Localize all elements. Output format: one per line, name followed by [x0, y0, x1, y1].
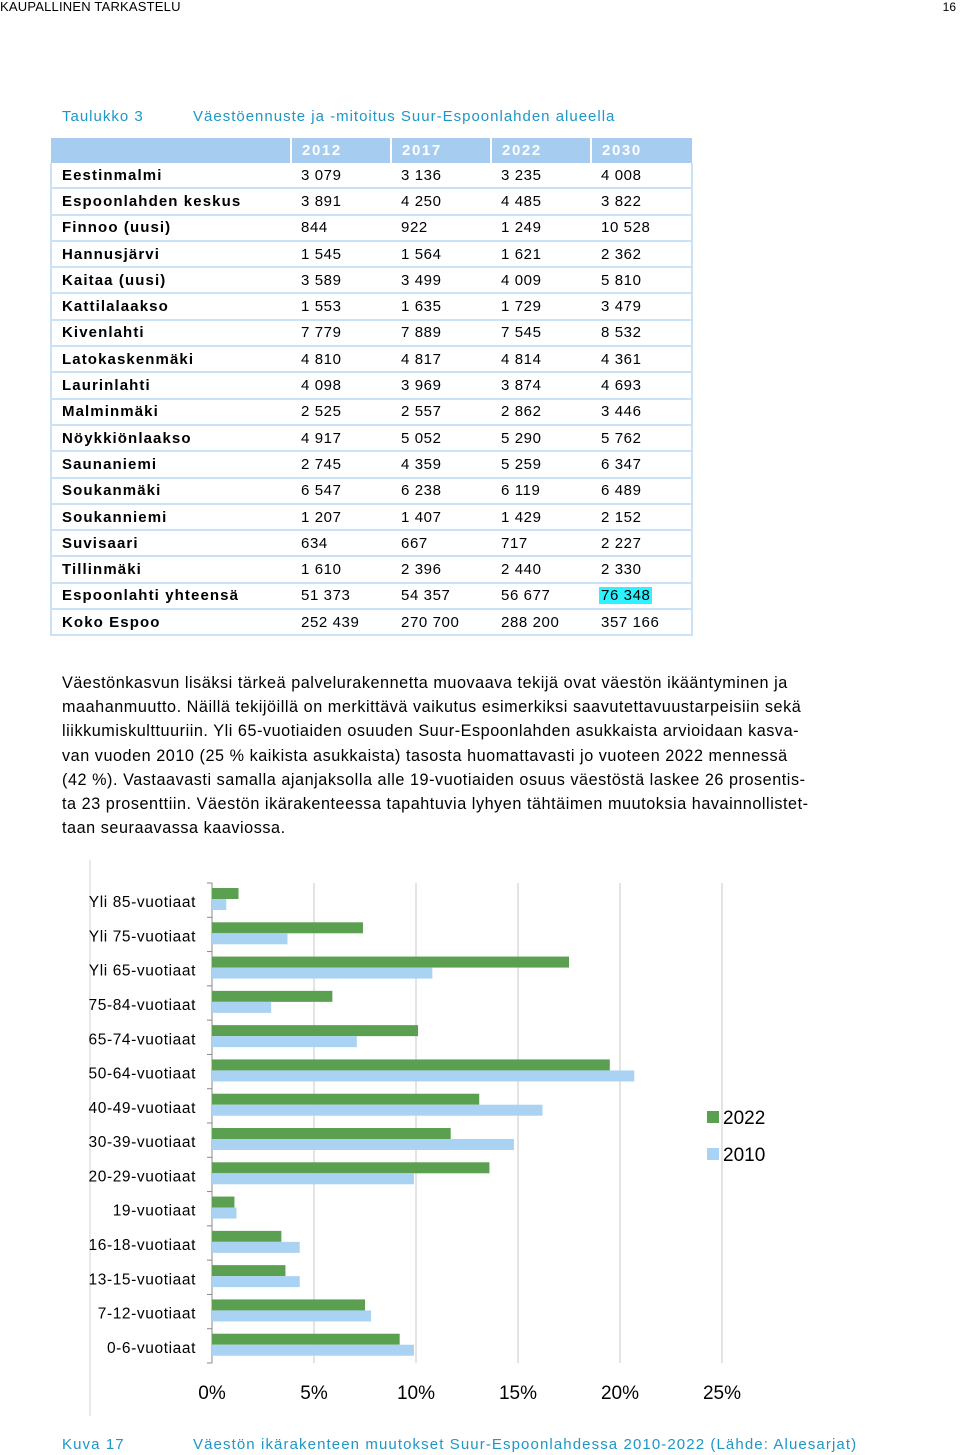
population-cell: 6 489	[591, 478, 692, 504]
bar-2010	[212, 1276, 300, 1287]
population-cell: 3 589	[291, 267, 391, 293]
area-name-cell: Kivenlahti	[51, 320, 291, 346]
bar-2010	[212, 1002, 271, 1013]
bar-2022	[212, 922, 363, 933]
table-header-blank	[51, 138, 291, 163]
bar-2022	[212, 1059, 610, 1070]
population-cell: 6 547	[291, 478, 391, 504]
area-name-cell: Laurinlahti	[51, 372, 291, 398]
legend-swatch	[707, 1148, 719, 1160]
population-cell: 3 446	[591, 399, 692, 425]
area-name-cell: Eestinmalmi	[51, 163, 291, 188]
population-cell: 4 250	[391, 188, 491, 214]
bar-2022	[212, 1197, 234, 1208]
bar-2022	[212, 1299, 365, 1310]
table-header-year: 2030	[591, 138, 692, 163]
population-cell: 2 557	[391, 399, 491, 425]
table-row	[51, 451, 692, 477]
area-name-cell: Kaitaa (uusi)	[51, 267, 291, 293]
population-cell: 10 528	[591, 215, 692, 241]
population-cell: 3 079	[291, 163, 391, 188]
area-name-cell: Kattilalaakso	[51, 293, 291, 319]
bar-2022	[212, 991, 332, 1002]
category-label: 19-vuotiaat	[112, 1202, 196, 1220]
population-cell: 4 361	[591, 346, 692, 372]
paragraph-line: liikkumiskulttuuriin. Yli 65-vuotiaiden osuuden Suur-Espoonlahden asukkaista arvioidaan kasva-	[62, 722, 800, 741]
bar-2010	[212, 1139, 514, 1150]
legend-swatch	[707, 1111, 719, 1123]
population-cell: 2 525	[291, 399, 391, 425]
population-cell: 1 635	[391, 293, 491, 319]
population-cell: 2 440	[491, 556, 591, 582]
figure-caption-title: Väestön ikärakenteen muutokset Suur-Espoonlahdessa 2010-2022 (Lähde: Aluesarjat)	[193, 1436, 858, 1453]
table-row	[51, 215, 692, 241]
bar-2010	[212, 968, 432, 979]
table-row	[51, 267, 692, 293]
table-row	[51, 583, 692, 609]
area-name-cell: Tillinmäki	[51, 556, 291, 582]
population-cell: 3 969	[391, 372, 491, 398]
population-cell: 7 545	[491, 320, 591, 346]
table-row	[51, 556, 692, 582]
population-cell: 4 693	[591, 372, 692, 398]
population-cell: 270 700	[391, 609, 491, 635]
population-cell: 288 200	[491, 609, 591, 635]
category-label: 0-6-vuotiaat	[106, 1339, 196, 1357]
population-cell: 1 553	[291, 293, 391, 319]
population-cell: 1 545	[291, 241, 391, 267]
x-tick-label: 0%	[198, 1383, 226, 1404]
table-caption-label: Taulukko 3	[62, 108, 144, 125]
legend-label: 2022	[723, 1108, 766, 1129]
category-label: Yli 85-vuotiaat	[88, 894, 196, 912]
area-name-cell: Finnoo (uusi)	[51, 215, 291, 241]
population-cell: 3 479	[591, 293, 692, 319]
body-paragraph	[62, 671, 948, 840]
x-tick-label: 25%	[702, 1383, 742, 1404]
table-row	[51, 188, 692, 214]
table-row	[51, 346, 692, 372]
table-row	[51, 163, 692, 188]
bar-2010	[212, 1242, 300, 1253]
population-cell: 252 439	[291, 609, 391, 635]
category-label: 40-49-vuotiaat	[88, 1099, 196, 1117]
x-tick-label: 15%	[498, 1383, 538, 1404]
table-header-row	[51, 138, 692, 163]
population-cell: 54 357	[391, 583, 491, 609]
table-row	[51, 478, 692, 504]
highlighted-value: 76 348	[601, 587, 651, 605]
paragraph-line: ta 23 prosenttiin. Väestön ikärakenteessa tapahtuvia lyhyen tähtäimen muutoksia havainnollistet-	[62, 795, 809, 814]
population-cell: 6 238	[391, 478, 491, 504]
population-cell: 6 347	[591, 451, 692, 477]
table-header-year: 2022	[491, 138, 591, 163]
table-caption-title: Väestöennuste ja -mitoitus Suur-Espoonlahden alueella	[193, 108, 616, 125]
bar-2022	[212, 1334, 400, 1345]
category-label: 30-39-vuotiaat	[88, 1134, 196, 1152]
bar-2022	[212, 1162, 489, 1173]
area-name-cell: Espoonlahti yhteensä	[51, 583, 291, 609]
category-label: 20-29-vuotiaat	[88, 1168, 196, 1186]
paragraph-line: van vuoden 2010 (25 % kaikista asukkaista) tasosta huomattavasti jo vuoteen 2022 mennessä	[62, 746, 788, 765]
population-cell: 2 745	[291, 451, 391, 477]
table-row	[51, 372, 692, 398]
paragraph-line: maahanmuutto. Näillä tekijöillä on merkittävä vaikutus esimerkiksi saavutettavuustarpeisiin sekä	[62, 698, 802, 717]
population-cell: 4 917	[291, 425, 391, 451]
population-cell: 844	[291, 215, 391, 241]
population-cell: 1 621	[491, 241, 591, 267]
bar-2010	[212, 1105, 542, 1116]
population-cell: 4 359	[391, 451, 491, 477]
page-number: 16	[942, 0, 956, 14]
population-cell: 5 810	[591, 267, 692, 293]
bar-2010	[212, 899, 226, 910]
population-cell: 3 822	[591, 188, 692, 214]
bar-2010	[212, 1208, 236, 1219]
area-name-cell: Espoonlahden keskus	[51, 188, 291, 214]
category-label: Yli 65-vuotiaat	[88, 962, 196, 980]
table-row	[51, 320, 692, 346]
population-cell: 1 610	[291, 556, 391, 582]
population-cell: 2 330	[591, 556, 692, 582]
category-label: 50-64-vuotiaat	[88, 1065, 196, 1083]
population-cell: 1 729	[491, 293, 591, 319]
population-cell: 2 362	[591, 241, 692, 267]
population-cell: 4 817	[391, 346, 491, 372]
population-cell: 5 290	[491, 425, 591, 451]
bar-2010	[212, 1345, 414, 1356]
category-label: 75-84-vuotiaat	[88, 997, 196, 1014]
population-cell: 2 227	[591, 530, 692, 556]
x-tick-label: 20%	[600, 1383, 640, 1404]
paragraph-line: (42 %). Vastaavasti samalla ajanjaksolla alle 19-vuotiaiden osuus väestöstä laskee 26 prosentis-	[62, 770, 806, 789]
table-row	[51, 399, 692, 425]
area-name-cell: Soukanmäki	[51, 478, 291, 504]
bar-2022	[212, 1128, 451, 1139]
table-row	[51, 504, 692, 530]
population-cell: 7 889	[391, 320, 491, 346]
population-cell: 5 762	[591, 425, 692, 451]
area-name-cell: Suvisaari	[51, 530, 291, 556]
population-cell: 2 396	[391, 556, 491, 582]
population-cell	[591, 583, 692, 609]
section-header: KAUPALLINEN TARKASTELU	[0, 0, 181, 14]
population-cell: 4 008	[591, 163, 692, 188]
population-cell: 4 810	[291, 346, 391, 372]
bar-2022	[212, 1094, 479, 1105]
category-label: 7-12-vuotiaat	[97, 1305, 196, 1323]
population-cell: 3 874	[491, 372, 591, 398]
category-label: 13-15-vuotiaat	[88, 1271, 196, 1289]
figure-caption-label: Kuva 17	[62, 1436, 125, 1453]
table-header-year: 2012	[291, 138, 391, 163]
category-label: 65-74-vuotiaat	[88, 1031, 196, 1049]
table-row	[51, 609, 692, 635]
population-cell: 4 814	[491, 346, 591, 372]
table-row	[51, 425, 692, 451]
table-row	[51, 293, 692, 319]
table-header-year: 2017	[391, 138, 491, 163]
bar-2010	[212, 1070, 634, 1081]
population-cell: 667	[391, 530, 491, 556]
area-name-cell: Hannusjärvi	[51, 241, 291, 267]
category-label: 16-18-vuotiaat	[88, 1237, 196, 1254]
population-cell: 6 119	[491, 478, 591, 504]
population-cell: 357 166	[591, 609, 692, 635]
population-cell: 4 098	[291, 372, 391, 398]
population-cell: 56 677	[491, 583, 591, 609]
population-cell: 5 259	[491, 451, 591, 477]
paragraph-line: taan seuraavassa kaaviossa.	[62, 819, 286, 838]
area-name-cell: Koko Espoo	[51, 609, 291, 635]
area-name-cell: Latokaskenmäki	[51, 346, 291, 372]
population-cell: 51 373	[291, 583, 391, 609]
population-cell: 3 235	[491, 163, 591, 188]
population-cell: 3 891	[291, 188, 391, 214]
population-cell: 634	[291, 530, 391, 556]
x-tick-label: 10%	[396, 1383, 436, 1404]
bar-2022	[212, 957, 569, 968]
table-body	[51, 163, 692, 635]
chart-svg	[62, 858, 892, 1418]
population-cell: 2 152	[591, 504, 692, 530]
bar-2010	[212, 1173, 414, 1184]
population-cell: 4 009	[491, 267, 591, 293]
bar-2022	[212, 888, 239, 899]
area-name-cell: Nöykkiönlaakso	[51, 425, 291, 451]
population-cell: 3 499	[391, 267, 491, 293]
population-cell: 922	[391, 215, 491, 241]
table-row	[51, 241, 692, 267]
population-cell: 8 532	[591, 320, 692, 346]
bar-2010	[212, 1036, 357, 1047]
bar-2010	[212, 1310, 371, 1321]
bar-2010	[212, 933, 287, 944]
area-name-cell: Saunaniemi	[51, 451, 291, 477]
x-tick-label: 5%	[300, 1383, 328, 1404]
population-cell: 7 779	[291, 320, 391, 346]
population-cell: 1 429	[491, 504, 591, 530]
population-cell: 717	[491, 530, 591, 556]
legend-label: 2010	[723, 1145, 766, 1166]
population-cell: 5 052	[391, 425, 491, 451]
population-cell: 1 407	[391, 504, 491, 530]
population-cell: 3 136	[391, 163, 491, 188]
age-structure-chart	[62, 858, 892, 1418]
bar-2022	[212, 1025, 418, 1036]
bar-2022	[212, 1231, 281, 1242]
population-cell: 4 485	[491, 188, 591, 214]
population-cell: 2 862	[491, 399, 591, 425]
area-name-cell: Soukanniemi	[51, 504, 291, 530]
area-name-cell: Malminmäki	[51, 399, 291, 425]
population-cell: 1 207	[291, 504, 391, 530]
category-label: Yli 75-vuotiaat	[88, 928, 196, 946]
paragraph-line: Väestönkasvun lisäksi tärkeä palvelurakennetta muovaava tekijä ovat väestön ikääntyminen ja	[62, 674, 788, 692]
table-row	[51, 530, 692, 556]
bar-2022	[212, 1265, 285, 1276]
population-cell: 1 564	[391, 241, 491, 267]
population-cell: 1 249	[491, 215, 591, 241]
population-table	[50, 138, 693, 636]
population-table-wrapper	[50, 138, 691, 636]
